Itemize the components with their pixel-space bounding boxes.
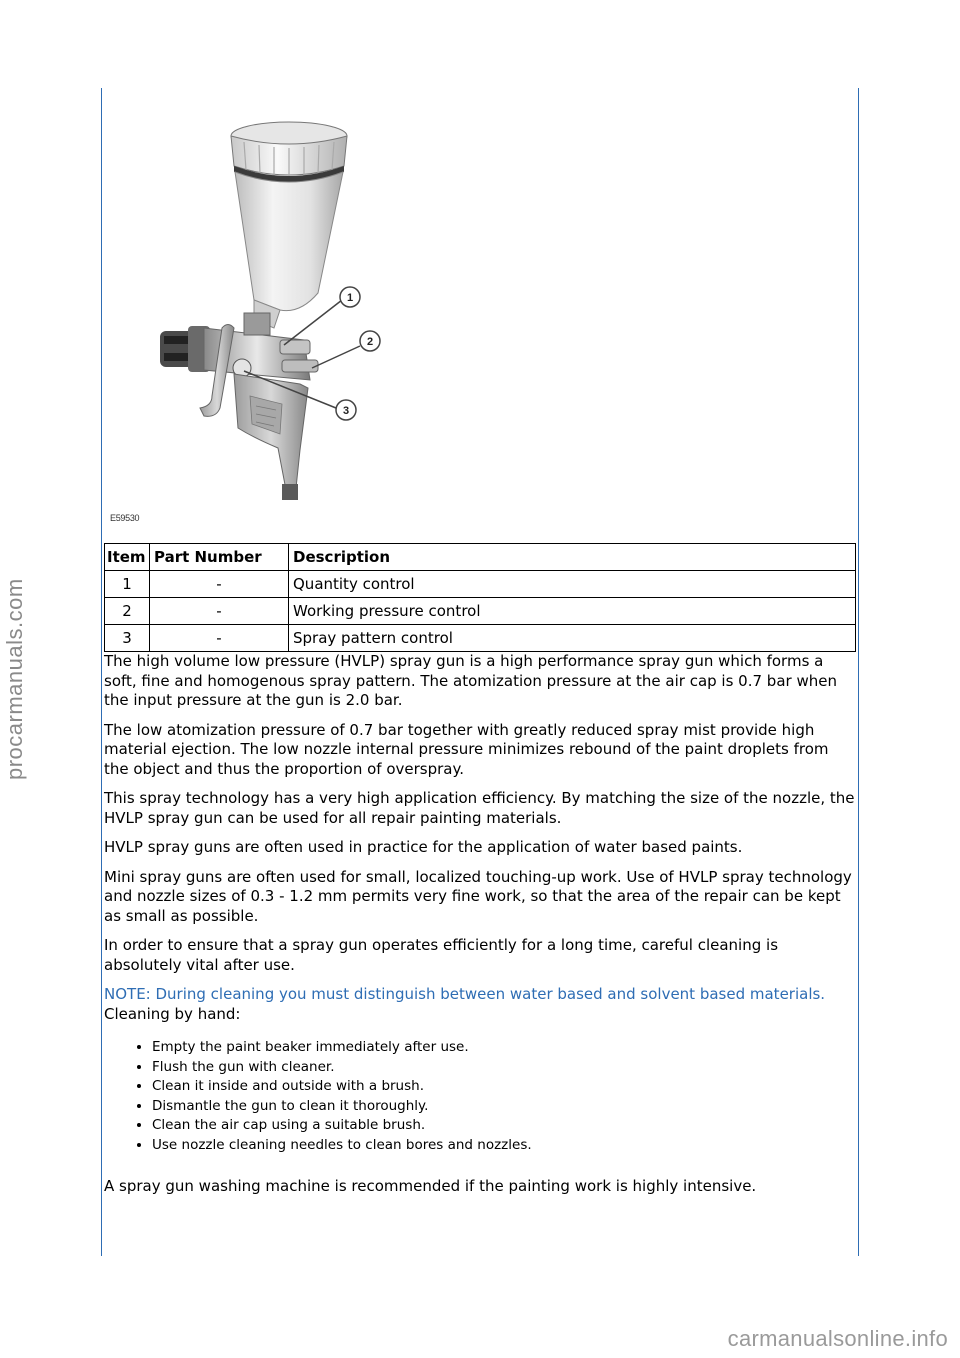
- document-content: [104, 88, 856, 1207]
- row-part-number: -: [150, 571, 289, 598]
- paragraph-hvlp-intro: The high volume low pressure (HVLP) spray gun is a high performance spray gun which forms a soft, fine and homogenous spray pattern. The atomization pressure at the air cap is 0.7 bar when the input pressure at the gun is 2.0 bar.: [104, 652, 837, 709]
- row-description: Working pressure control: [289, 598, 856, 625]
- list-item: • Dismantle the gun to clean it thoroughly.: [152, 1097, 856, 1117]
- paragraph-washing-machine: A spray gun washing machine is recommended if the painting work is highly intensive.: [104, 1177, 757, 1195]
- gun-body: [160, 313, 318, 500]
- row-part-number: -: [150, 625, 289, 652]
- bottom-watermark: carmanualsonline.info: [727, 1326, 948, 1351]
- paragraph-atomization: The low atomization pressure of 0.7 bar together with greatly reduced spray mist provide high material ejection. The low nozzle internal pressure minimizes rebound of the paint droplets from the object and thus the proportion of overspray.: [104, 720, 829, 778]
- right-frame-line: [858, 88, 859, 1256]
- row-item: 2: [105, 598, 150, 625]
- figure-id: E59530: [110, 513, 140, 523]
- header-description: Description: [289, 544, 856, 571]
- header-part-number: Part Number: [150, 544, 289, 571]
- callout-2: [360, 331, 380, 351]
- table-row: [105, 625, 856, 652]
- row-description: Spray pattern control: [289, 625, 856, 652]
- left-frame-line: [101, 88, 102, 1256]
- paragraph-cleaning-intro: In order to ensure that a spray gun operates efficiently for a long time, careful cleaning is absolutely vital after use.: [104, 936, 779, 974]
- list-item: • Clean it inside and outside with a brush.: [152, 1077, 856, 1097]
- callout-1: [340, 287, 360, 307]
- row-part-number: -: [150, 598, 289, 625]
- callout-3: [336, 400, 356, 420]
- callout-3-label: 3: [342, 405, 350, 417]
- table-header-row: [105, 544, 856, 571]
- list-item: • Clean the air cap using a suitable brush.: [152, 1116, 856, 1136]
- cleaning-steps-list: [104, 1038, 856, 1155]
- side-watermark: procarmanuals.com: [2, 578, 27, 780]
- row-item: 1: [105, 571, 150, 598]
- list-item: • Flush the gun with cleaner.: [152, 1058, 856, 1078]
- header-item: Item: [105, 544, 150, 571]
- list-item: • Empty the paint beaker immediately after use.: [152, 1038, 856, 1058]
- table-row: [105, 571, 856, 598]
- row-description: Quantity control: [289, 571, 856, 598]
- spray-gun-illustration: [104, 88, 856, 538]
- paint-cup: [235, 172, 343, 328]
- callout-2-label: 2: [366, 336, 374, 348]
- list-item: • Use nozzle cleaning needles to clean bores and nozzles.: [152, 1136, 856, 1156]
- spray-gun-figure: [104, 88, 856, 538]
- paragraph-mini-guns: Mini spray guns are often used for small, localized touching-up work. Use of HVLP spray technology and nozzle sizes of 0.3 - 1.2 mm permits very fine work, so that the area of the repair can be kept as small as possible.: [104, 867, 852, 925]
- paragraph-water-based: HVLP spray guns are often used in practice for the application of water based paints.: [104, 838, 743, 856]
- paragraph-efficiency: This spray technology has a very high application efficiency. By matching the size of the nozzle, the HVLP spray gun can be used for all repair painting materials.: [104, 789, 855, 827]
- parts-table: [104, 543, 856, 652]
- row-item: 3: [105, 625, 150, 652]
- cleaning-heading: Cleaning by hand:: [104, 1004, 241, 1023]
- callout-1-label: 1: [346, 292, 354, 304]
- cup-lid: [231, 122, 347, 182]
- table-row: [105, 598, 856, 625]
- cleaning-note: NOTE: During cleaning you must distinguish between water based and solvent based materials.: [104, 985, 826, 1003]
